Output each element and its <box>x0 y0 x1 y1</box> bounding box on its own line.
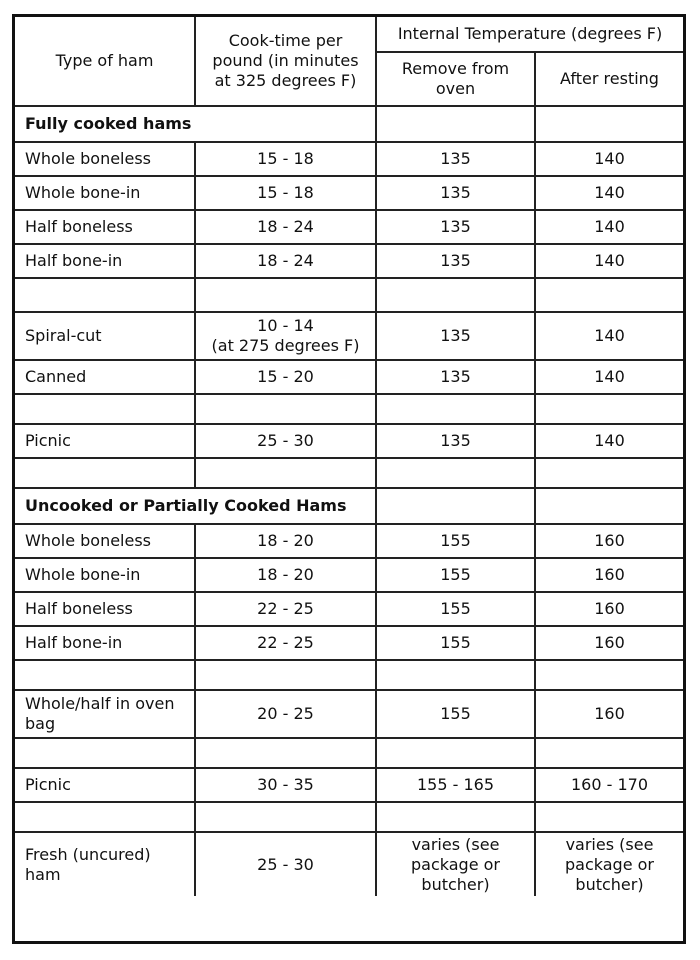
ham-type: Whole boneless <box>15 524 195 558</box>
after-temp: varies (see package or butcher) <box>535 832 683 896</box>
section-fully-cooked: Fully cooked hams <box>15 106 376 142</box>
ham-type: Whole bone-in <box>15 176 195 210</box>
ham-type: Half bone-in <box>15 244 195 278</box>
spacer-row <box>15 802 683 832</box>
header-remove: Remove from oven <box>376 52 535 106</box>
table-row <box>15 244 683 278</box>
cook-time: 25 - 30 <box>195 832 376 896</box>
remove-temp: 155 <box>376 524 535 558</box>
after-temp: 140 <box>535 244 683 278</box>
after-temp: 140 <box>535 312 683 360</box>
remove-temp: 135 <box>376 360 535 394</box>
ham-type: Half boneless <box>15 210 195 244</box>
table-row <box>15 768 683 802</box>
empty-cell <box>535 106 683 142</box>
table-row <box>15 142 683 176</box>
remove-temp: 155 <box>376 690 535 738</box>
table-row <box>15 592 683 626</box>
after-temp: 140 <box>535 142 683 176</box>
cook-time: 15 - 18 <box>195 142 376 176</box>
empty-cell <box>376 488 535 524</box>
after-temp: 160 <box>535 524 683 558</box>
cook-time: 18 - 20 <box>195 524 376 558</box>
section-uncooked: Uncooked or Partially Cooked Hams <box>15 488 376 524</box>
after-temp: 140 <box>535 210 683 244</box>
spacer-row <box>15 458 683 488</box>
cook-time: 20 - 25 <box>195 690 376 738</box>
ham-type: Spiral-cut <box>15 312 195 360</box>
header-internal-temp: Internal Temperature (degrees F) <box>376 17 683 52</box>
ham-type: Whole boneless <box>15 142 195 176</box>
cook-time: 18 - 24 <box>195 244 376 278</box>
empty-cell <box>535 488 683 524</box>
cook-time: 18 - 24 <box>195 210 376 244</box>
ham-type: Half boneless <box>15 592 195 626</box>
cook-time: 25 - 30 <box>195 424 376 458</box>
table-row <box>15 832 683 896</box>
after-temp: 140 <box>535 360 683 394</box>
after-temp: 140 <box>535 424 683 458</box>
ham-type: Picnic <box>15 768 195 802</box>
header-after: After resting <box>535 52 683 106</box>
ham-cooking-table <box>15 17 683 896</box>
remove-temp: varies (see package or butcher) <box>376 832 535 896</box>
remove-temp: 135 <box>376 142 535 176</box>
table-row <box>15 690 683 738</box>
table-row <box>15 524 683 558</box>
table-row <box>15 626 683 660</box>
cook-time: 15 - 18 <box>195 176 376 210</box>
spacer-row <box>15 660 683 690</box>
table-row <box>15 210 683 244</box>
after-temp: 140 <box>535 176 683 210</box>
cook-time: 22 - 25 <box>195 592 376 626</box>
header-type: Type of ham <box>15 17 195 106</box>
empty-cell <box>376 106 535 142</box>
spacer-row <box>15 394 683 424</box>
header-row-1 <box>15 17 683 52</box>
cook-time-value: 10 - 14 <box>257 316 314 335</box>
table-row <box>15 424 683 458</box>
after-temp: 160 - 170 <box>535 768 683 802</box>
ham-type: Fresh (uncured) ham <box>15 832 195 896</box>
cook-time: 15 - 20 <box>195 360 376 394</box>
cook-time: 22 - 25 <box>195 626 376 660</box>
ham-type: Half bone-in <box>15 626 195 660</box>
remove-temp: 155 <box>376 558 535 592</box>
table-row <box>15 360 683 394</box>
remove-temp: 155 <box>376 626 535 660</box>
section-row <box>15 106 683 142</box>
spacer-row <box>15 278 683 312</box>
remove-temp: 155 <box>376 592 535 626</box>
ham-cooking-table-frame <box>12 14 686 944</box>
ham-type: Whole/half in oven bag <box>15 690 195 738</box>
spacer-row <box>15 738 683 768</box>
cook-time: 18 - 20 <box>195 558 376 592</box>
remove-temp: 135 <box>376 312 535 360</box>
table-row <box>15 312 683 360</box>
remove-temp: 155 - 165 <box>376 768 535 802</box>
header-cook-time: Cook-time per pound (in minutes at 325 degrees F) <box>195 17 376 106</box>
cook-time <box>195 312 376 360</box>
section-row <box>15 488 683 524</box>
ham-type: Picnic <box>15 424 195 458</box>
remove-temp: 135 <box>376 244 535 278</box>
remove-temp: 135 <box>376 210 535 244</box>
ham-type: Canned <box>15 360 195 394</box>
after-temp: 160 <box>535 592 683 626</box>
after-temp: 160 <box>535 626 683 660</box>
cook-time-note: (at 275 degrees F) <box>211 336 360 355</box>
cook-time: 30 - 35 <box>195 768 376 802</box>
ham-type: Whole bone-in <box>15 558 195 592</box>
remove-temp: 135 <box>376 424 535 458</box>
remove-temp: 135 <box>376 176 535 210</box>
after-temp: 160 <box>535 558 683 592</box>
table-row <box>15 176 683 210</box>
after-temp: 160 <box>535 690 683 738</box>
table-row <box>15 558 683 592</box>
